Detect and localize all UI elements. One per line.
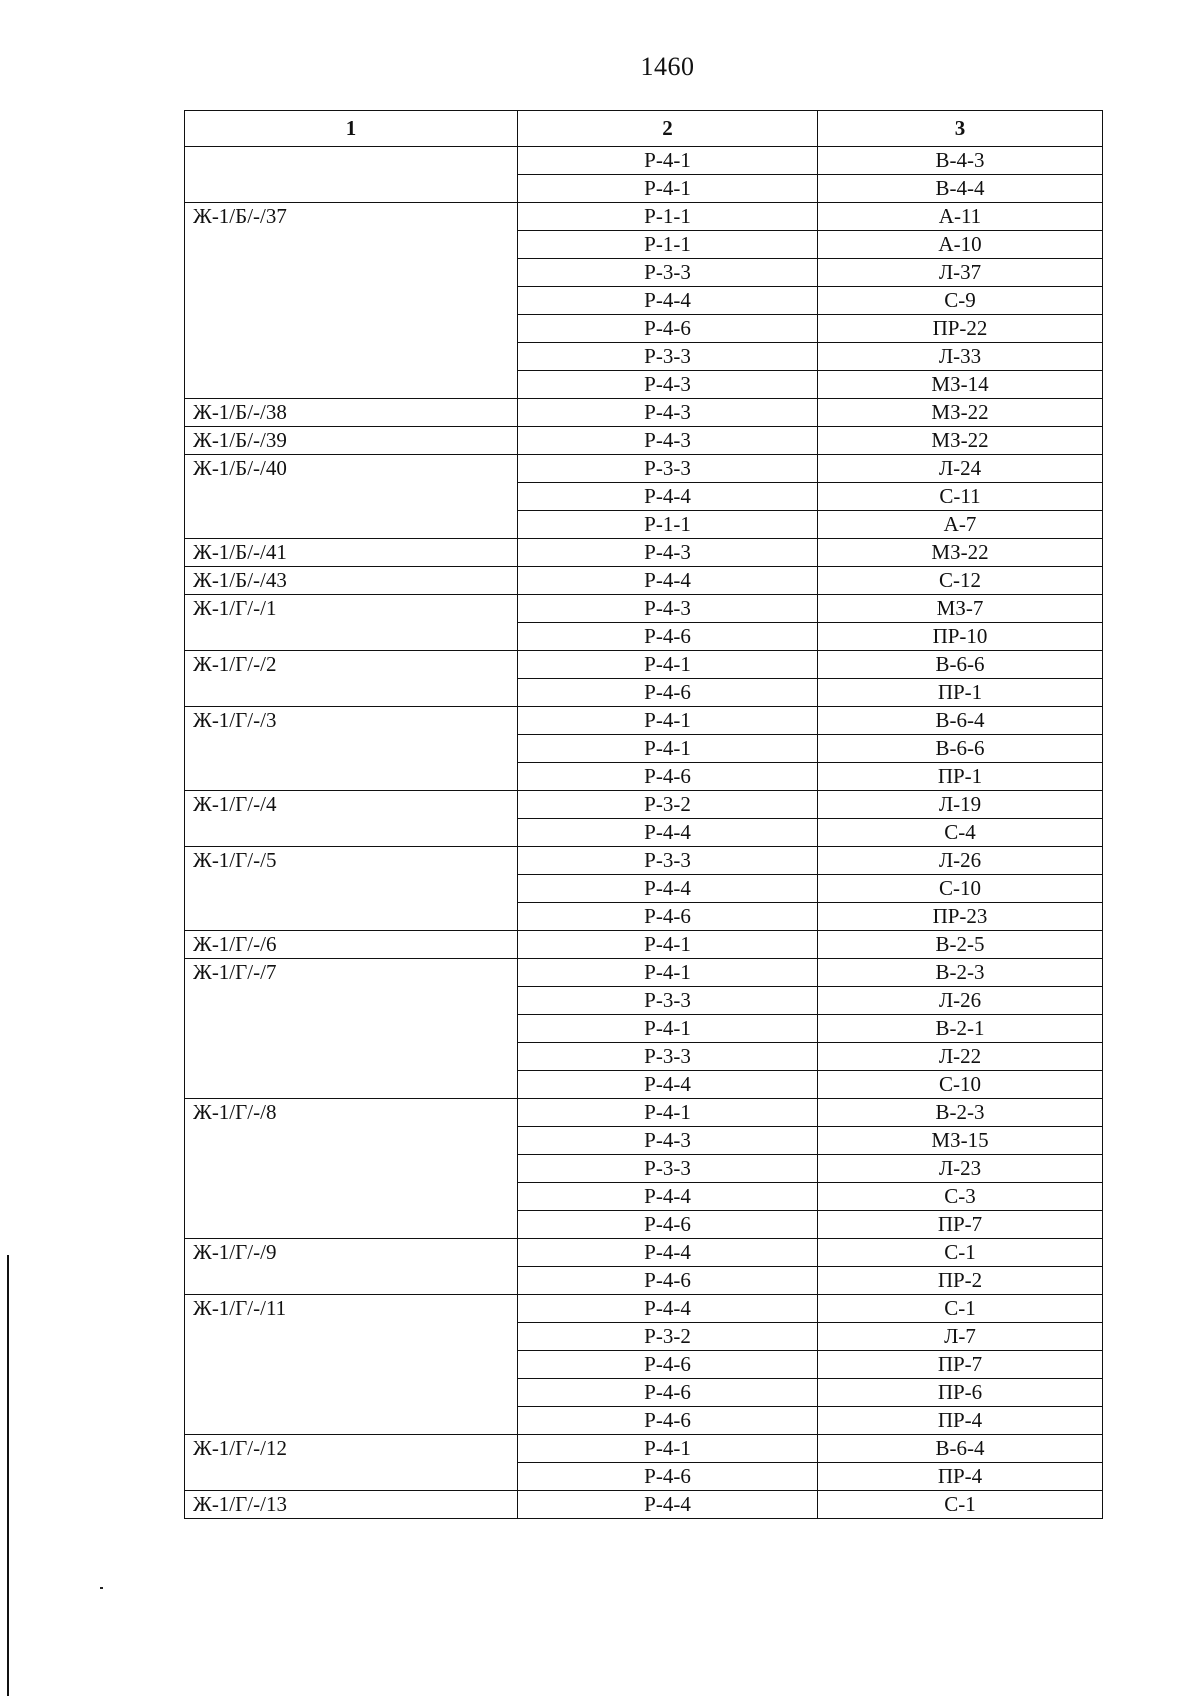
code-cell: Р-4-3 <box>518 595 818 623</box>
code-cell: Р-4-3 <box>518 427 818 455</box>
code-cell: Р-4-1 <box>518 651 818 679</box>
code-cell: Р-3-3 <box>518 455 818 483</box>
value-cell: С-1 <box>818 1491 1103 1519</box>
value-cell: В-2-3 <box>818 1099 1103 1127</box>
table-row <box>185 399 1103 427</box>
scan-margin-line <box>7 1255 9 1696</box>
group-key-cell: Ж-1/Г/-/7 <box>185 959 518 1099</box>
group-key-cell: Ж-1/Б/-/43 <box>185 567 518 595</box>
code-cell: Р-3-2 <box>518 1323 818 1351</box>
code-cell: Р-4-1 <box>518 1435 818 1463</box>
table-row <box>185 707 1103 735</box>
code-cell: Р-4-1 <box>518 1099 818 1127</box>
table-row <box>185 1491 1103 1519</box>
value-cell: А-7 <box>818 511 1103 539</box>
code-cell: Р-4-3 <box>518 371 818 399</box>
code-cell: Р-4-4 <box>518 1071 818 1099</box>
value-cell: ПР-10 <box>818 623 1103 651</box>
table-row <box>185 959 1103 987</box>
group-key-cell: Ж-1/Г/-/4 <box>185 791 518 847</box>
code-cell: Р-4-6 <box>518 623 818 651</box>
code-cell: Р-4-1 <box>518 735 818 763</box>
group-key-cell: Ж-1/Б/-/39 <box>185 427 518 455</box>
code-cell: Р-1-1 <box>518 231 818 259</box>
value-cell: Л-26 <box>818 987 1103 1015</box>
value-cell: Л-22 <box>818 1043 1103 1071</box>
table-row <box>185 1295 1103 1323</box>
value-cell: ПР-2 <box>818 1267 1103 1295</box>
value-cell: Л-23 <box>818 1155 1103 1183</box>
table-body <box>185 147 1103 1519</box>
group-key-cell: Ж-1/Г/-/11 <box>185 1295 518 1435</box>
code-cell: Р-4-6 <box>518 1463 818 1491</box>
code-cell: Р-4-4 <box>518 1183 818 1211</box>
table-row <box>185 651 1103 679</box>
value-cell: ПР-6 <box>818 1379 1103 1407</box>
table-row <box>185 1099 1103 1127</box>
value-cell: В-6-4 <box>818 707 1103 735</box>
value-cell: ПР-7 <box>818 1211 1103 1239</box>
table-row <box>185 595 1103 623</box>
value-cell: А-11 <box>818 203 1103 231</box>
group-key-cell: Ж-1/Г/-/5 <box>185 847 518 931</box>
code-cell: Р-4-6 <box>518 1267 818 1295</box>
page-number: 1460 <box>640 52 695 81</box>
value-cell: ПР-23 <box>818 903 1103 931</box>
table-header <box>185 111 1103 147</box>
value-cell: ПР-4 <box>818 1463 1103 1491</box>
table-row <box>185 791 1103 819</box>
code-cell: Р-4-4 <box>518 1239 818 1267</box>
code-cell: Р-3-3 <box>518 259 818 287</box>
code-cell: Р-4-4 <box>518 819 818 847</box>
value-cell: С-10 <box>818 1071 1103 1099</box>
code-cell: Р-3-3 <box>518 987 818 1015</box>
value-cell: А-10 <box>818 231 1103 259</box>
group-key-cell: Ж-1/Г/-/6 <box>185 931 518 959</box>
scan-speck <box>100 1587 103 1589</box>
value-cell: С-12 <box>818 567 1103 595</box>
column-header-3: 3 <box>818 111 1103 147</box>
value-cell: С-1 <box>818 1239 1103 1267</box>
code-cell: Р-4-4 <box>518 1295 818 1323</box>
value-cell: В-2-5 <box>818 931 1103 959</box>
code-cell: Р-4-4 <box>518 483 818 511</box>
value-cell: С-10 <box>818 875 1103 903</box>
code-cell: Р-3-3 <box>518 1155 818 1183</box>
table-row <box>185 847 1103 875</box>
code-cell: Р-3-3 <box>518 1043 818 1071</box>
column-header-2: 2 <box>518 111 818 147</box>
value-cell: В-6-4 <box>818 1435 1103 1463</box>
value-cell: МЗ-7 <box>818 595 1103 623</box>
value-cell: С-4 <box>818 819 1103 847</box>
code-cell: Р-4-6 <box>518 1379 818 1407</box>
code-cell: Р-4-4 <box>518 567 818 595</box>
code-cell: Р-4-6 <box>518 1211 818 1239</box>
code-cell: Р-4-1 <box>518 707 818 735</box>
group-key-cell: Ж-1/Г/-/8 <box>185 1099 518 1239</box>
code-cell: Р-3-2 <box>518 791 818 819</box>
value-cell: Л-19 <box>818 791 1103 819</box>
table-row <box>185 455 1103 483</box>
code-cell: Р-4-1 <box>518 147 818 175</box>
value-cell: Л-37 <box>818 259 1103 287</box>
value-cell: ПР-22 <box>818 315 1103 343</box>
code-cell: Р-4-6 <box>518 763 818 791</box>
table-row <box>185 147 1103 175</box>
group-key-cell: Ж-1/Б/-/38 <box>185 399 518 427</box>
group-key-cell: Ж-1/Г/-/9 <box>185 1239 518 1295</box>
value-cell: Л-24 <box>818 455 1103 483</box>
code-cell: Р-4-4 <box>518 287 818 315</box>
table-row <box>185 539 1103 567</box>
value-cell: В-4-4 <box>818 175 1103 203</box>
table-row <box>185 931 1103 959</box>
code-cell: Р-3-3 <box>518 343 818 371</box>
code-cell: Р-4-6 <box>518 1351 818 1379</box>
code-cell: Р-4-1 <box>518 931 818 959</box>
table-row <box>185 427 1103 455</box>
value-cell: МЗ-22 <box>818 427 1103 455</box>
group-key-cell <box>185 147 518 203</box>
data-table <box>184 110 1103 1519</box>
value-cell: ПР-4 <box>818 1407 1103 1435</box>
code-cell: Р-4-1 <box>518 1015 818 1043</box>
group-key-cell: Ж-1/Г/-/13 <box>185 1491 518 1519</box>
value-cell: МЗ-22 <box>818 539 1103 567</box>
code-cell: Р-4-3 <box>518 539 818 567</box>
value-cell: ПР-7 <box>818 1351 1103 1379</box>
code-cell: Р-1-1 <box>518 511 818 539</box>
group-key-cell: Ж-1/Г/-/1 <box>185 595 518 651</box>
value-cell: С-3 <box>818 1183 1103 1211</box>
value-cell: Л-26 <box>818 847 1103 875</box>
code-cell: Р-4-3 <box>518 399 818 427</box>
code-cell: Р-4-4 <box>518 875 818 903</box>
code-cell: Р-4-6 <box>518 679 818 707</box>
code-cell: Р-4-6 <box>518 315 818 343</box>
code-cell: Р-3-3 <box>518 847 818 875</box>
group-key-cell: Ж-1/Г/-/12 <box>185 1435 518 1491</box>
header-row <box>185 111 1103 147</box>
value-cell: С-1 <box>818 1295 1103 1323</box>
value-cell: Л-33 <box>818 343 1103 371</box>
table-row <box>185 203 1103 231</box>
value-cell: С-9 <box>818 287 1103 315</box>
value-cell: В-6-6 <box>818 735 1103 763</box>
value-cell: МЗ-14 <box>818 371 1103 399</box>
table-row <box>185 567 1103 595</box>
group-key-cell: Ж-1/Б/-/41 <box>185 539 518 567</box>
code-cell: Р-1-1 <box>518 203 818 231</box>
value-cell: ПР-1 <box>818 679 1103 707</box>
value-cell: Л-7 <box>818 1323 1103 1351</box>
value-cell: В-2-3 <box>818 959 1103 987</box>
table-row <box>185 1239 1103 1267</box>
code-cell: Р-4-3 <box>518 1127 818 1155</box>
value-cell: МЗ-15 <box>818 1127 1103 1155</box>
column-header-1: 1 <box>185 111 518 147</box>
value-cell: МЗ-22 <box>818 399 1103 427</box>
code-cell: Р-4-6 <box>518 903 818 931</box>
group-key-cell: Ж-1/Б/-/40 <box>185 455 518 539</box>
value-cell: В-2-1 <box>818 1015 1103 1043</box>
value-cell: С-11 <box>818 483 1103 511</box>
value-cell: ПР-1 <box>818 763 1103 791</box>
group-key-cell: Ж-1/Г/-/3 <box>185 707 518 791</box>
code-cell: Р-4-6 <box>518 1407 818 1435</box>
code-cell: Р-4-4 <box>518 1491 818 1519</box>
table-row <box>185 1435 1103 1463</box>
code-cell: Р-4-1 <box>518 175 818 203</box>
code-cell: Р-4-1 <box>518 959 818 987</box>
value-cell: В-4-3 <box>818 147 1103 175</box>
group-key-cell: Ж-1/Г/-/2 <box>185 651 518 707</box>
group-key-cell: Ж-1/Б/-/37 <box>185 203 518 399</box>
value-cell: В-6-6 <box>818 651 1103 679</box>
